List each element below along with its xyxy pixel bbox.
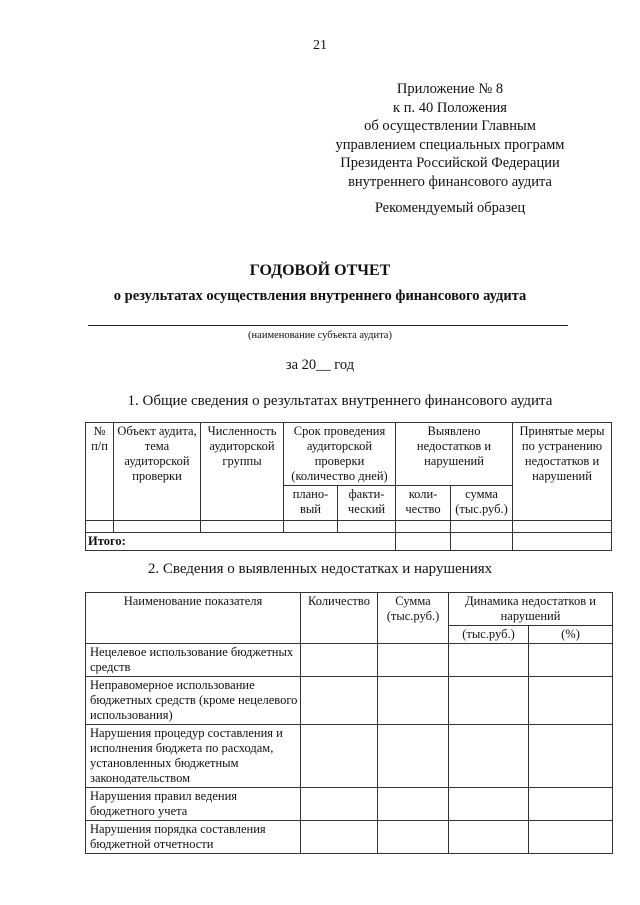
row-label: Нецелевое использование бюджетных средств <box>86 644 301 677</box>
row-label: Нарушения процедур составления и исполнения бюджета по расходам, установленных бюджетным законодательством <box>86 725 301 788</box>
row-label: Неправомерное использование бюджетных средств (кроме нецелевого использования) <box>86 677 301 725</box>
total-row <box>86 533 612 551</box>
subject-line <box>88 325 568 326</box>
table-row <box>86 725 613 788</box>
header-found: Выявлено недостатков и нарушений <box>396 423 513 486</box>
header-name: Наименование показателя <box>86 593 301 644</box>
appendix-line: управлением специальных программ <box>335 136 565 153</box>
row-label: Нарушения порядка составления бюджетной отчетности <box>86 821 301 854</box>
row-label: Нарушения правил ведения бюджетного учета <box>86 788 301 821</box>
table-row <box>86 821 613 854</box>
header-dyn-sum: (тыс.руб.) <box>449 626 529 644</box>
header-measures: Принятые меры по устранению недостатков и нарушений <box>513 423 612 521</box>
violations-table <box>85 592 613 854</box>
header-sum: сумма (тыс.руб.) <box>451 486 513 521</box>
header-actual: факти-ческий <box>338 486 396 521</box>
page-number: 21 <box>313 38 327 53</box>
document-subtitle: о результатах осуществления внутреннего финансового аудита <box>113 288 527 304</box>
general-info-table <box>85 422 612 551</box>
table-row <box>86 677 613 725</box>
appendix-line: Приложение № 8 <box>396 81 504 97</box>
header-team: Численность аудиторской группы <box>201 423 284 521</box>
header-dynamics: Динамика недостатков и нарушений <box>449 593 613 626</box>
header-term: Срок проведения аудиторской проверки (количество дней) <box>284 423 396 486</box>
table-row <box>86 644 613 677</box>
header-sum: Сумма (тыс.руб.) <box>378 593 449 644</box>
header-dyn-pct: (%) <box>529 626 613 644</box>
document-title: ГОДОВОЙ ОТЧЕТ <box>249 262 391 279</box>
total-label: Итого: <box>86 533 396 551</box>
header-object: Объект аудита, тема аудиторской проверки <box>114 423 201 521</box>
year-line: за 20__ год <box>285 357 355 373</box>
header-planned: плано-вый <box>284 486 338 521</box>
section1-heading: 1. Общие сведения о результатах внутреннего финансового аудита <box>127 393 553 409</box>
appendix-block <box>310 80 590 191</box>
header-count: Количество <box>301 593 378 644</box>
header-count: коли-чество <box>396 486 451 521</box>
appendix-line: внутреннего финансового аудита <box>348 173 552 190</box>
header-num: № п/п <box>86 423 114 521</box>
table-row <box>86 521 612 533</box>
table-row <box>86 788 613 821</box>
appendix-line: Президента Российской Федерации <box>340 155 560 171</box>
appendix-line: к п. 40 Положения <box>393 99 507 116</box>
recommended-sample: Рекомендуемый образец <box>374 200 526 216</box>
appendix-line: об осуществлении Главным <box>364 118 536 134</box>
subject-caption: (наименование субъекта аудита) <box>248 330 392 341</box>
section2-heading: 2. Сведения о выявленных недостатках и нарушениях <box>147 561 493 577</box>
